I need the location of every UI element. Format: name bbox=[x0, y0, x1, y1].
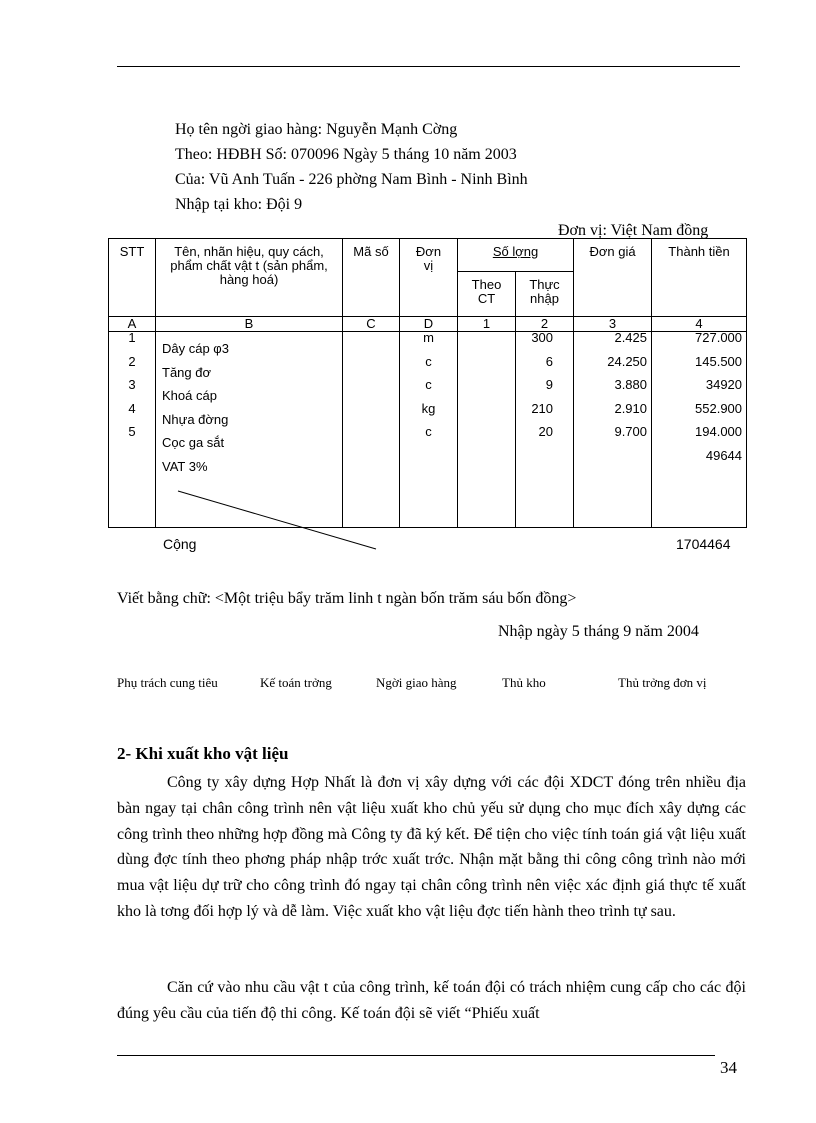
col-amount: Thành tiền bbox=[652, 239, 747, 317]
col-stt: STT bbox=[109, 239, 156, 317]
col-name: Tên, nhãn hiệu, quy cách, phẩm chất vật t (sản phẩm, hàng hoá) bbox=[156, 239, 343, 317]
signature-head: Thủ trởng đơn vị bbox=[618, 675, 707, 690]
col-price: Đơn giá bbox=[574, 239, 652, 317]
amount-in-words: Viết bằng chữ: <Một triệu bẩy trăm linh t ngàn bốn trăm sáu bốn đồng> bbox=[117, 590, 577, 607]
total-amount: 1704464 bbox=[676, 536, 731, 552]
row-qty: 300 bbox=[531, 330, 554, 345]
vat-amount: 49644 bbox=[705, 447, 743, 463]
row-amount: 145.500 bbox=[695, 353, 743, 369]
row-amount: 727.000 bbox=[695, 330, 743, 345]
letter-a: A bbox=[109, 317, 156, 332]
paragraph-2: Căn cứ vào nhu cầu vật t của công trình, kế toán đội có trách nhiệm cung cấp cho các đội đúng yêu cầu của tiến độ thi công. Kế toán đội sẽ viết “Phiếu xuất bbox=[117, 979, 746, 1022]
letter-3: 3 bbox=[574, 317, 652, 332]
deliverer-line: Họ tên ngời giao hàng: Nguyễn Mạnh Cờng bbox=[175, 121, 458, 138]
row-name: Tăng đơ bbox=[162, 364, 211, 380]
signature-deliverer: Ngời giao hàng bbox=[376, 675, 457, 690]
row-name: Cọc ga sắt bbox=[162, 435, 225, 450]
letter-c: C bbox=[343, 317, 400, 332]
currency-unit: Đơn vị: Việt Nam đồng bbox=[558, 222, 709, 239]
vat-label: VAT 3% bbox=[162, 458, 208, 474]
row-price: 24.250 bbox=[607, 353, 648, 369]
col-qty-actual: Thực nhập bbox=[516, 272, 574, 317]
row-price: 2.910 bbox=[614, 400, 648, 416]
supplier-line: Của: Vũ Anh Tuấn - 226 phờng Nam Bình - Ninh Bình bbox=[175, 171, 528, 188]
row-qty: 20 bbox=[538, 424, 554, 439]
date-line: Nhập ngày 5 tháng 9 năm 2004 bbox=[498, 623, 699, 640]
row-price: 3.880 bbox=[614, 377, 648, 392]
signature-storekeeper: Thủ kho bbox=[502, 675, 546, 690]
row-name: Khoá cáp bbox=[162, 388, 217, 403]
row-amount: 34920 bbox=[705, 377, 743, 392]
row-name: Dây cáp φ3 bbox=[162, 341, 229, 356]
row-qty: 6 bbox=[545, 353, 554, 369]
paragraph-1: Công ty xây dựng Hợp Nhất là đơn vị xây dựng với các đội XDCT đóng trên nhiều địa bàn ngay tại chân công trình nên vật liệu xuất kho chủ yếu sử dụng cho mục đích xây dựng các công trình theo những hợp đồng mà Công ty đã ký kết. Để tiện cho việc tính toán giá vật liệu xuất dùng đợc tính theo phơng pháp nhập trớc xuất trớc. Nhận mặt bằng thi công công trình nào mới mua vật liệu dự trữ cho công trình đó ngay tại chân công trình nên việc xác định giá thực tế xuất kho là tơng đối hợp lý và dễ làm. Việc xuất kho vật liệu đợc tiến hành theo trình tự sau. bbox=[117, 774, 746, 920]
row-name: Nhựa đờng bbox=[162, 411, 229, 427]
row-stt: 3 bbox=[128, 377, 136, 392]
letter-4: 4 bbox=[652, 317, 747, 332]
row-unit: c bbox=[425, 353, 432, 369]
letter-2: 2 bbox=[516, 317, 574, 332]
invoice-line: Theo: HĐBH Số: 070096 Ngày 5 tháng 10 năm 2003 bbox=[175, 146, 517, 163]
letter-d: D bbox=[400, 317, 458, 332]
row-unit: c bbox=[425, 377, 432, 392]
row-qty: 210 bbox=[531, 400, 554, 416]
warehouse-line: Nhập tại kho: Đội 9 bbox=[175, 196, 303, 213]
col-quantity: Số lợng bbox=[458, 239, 574, 272]
row-unit: kg bbox=[421, 400, 436, 416]
section-title: 2- Khi xuất kho vật liệu bbox=[117, 744, 289, 763]
row-price: 9.700 bbox=[614, 424, 648, 439]
row-price: 2.425 bbox=[614, 330, 648, 345]
row-stt: 5 bbox=[128, 424, 136, 439]
col-code: Mã số bbox=[343, 239, 400, 317]
row-unit: c bbox=[425, 424, 432, 439]
row-stt: 4 bbox=[128, 400, 136, 416]
row-amount: 552.900 bbox=[695, 400, 743, 416]
signature-chief-accountant: Kế toán trởng bbox=[260, 675, 332, 690]
signature-supply: Phụ trách cung tiêu bbox=[117, 675, 218, 690]
letter-b: B bbox=[156, 317, 343, 332]
col-qty-doc: Theo CT bbox=[458, 272, 516, 317]
row-unit: m bbox=[423, 330, 434, 345]
row-amount: 194.000 bbox=[695, 424, 743, 439]
bottom-rule bbox=[117, 1055, 715, 1056]
letter-1: 1 bbox=[458, 317, 516, 332]
row-stt: 2 bbox=[128, 353, 136, 369]
row-qty: 9 bbox=[545, 377, 554, 392]
col-unit: Đơn vị bbox=[400, 239, 458, 317]
total-label: Cộng bbox=[163, 536, 197, 552]
row-stt: 1 bbox=[128, 330, 136, 345]
page-number: 34 bbox=[720, 1058, 737, 1077]
